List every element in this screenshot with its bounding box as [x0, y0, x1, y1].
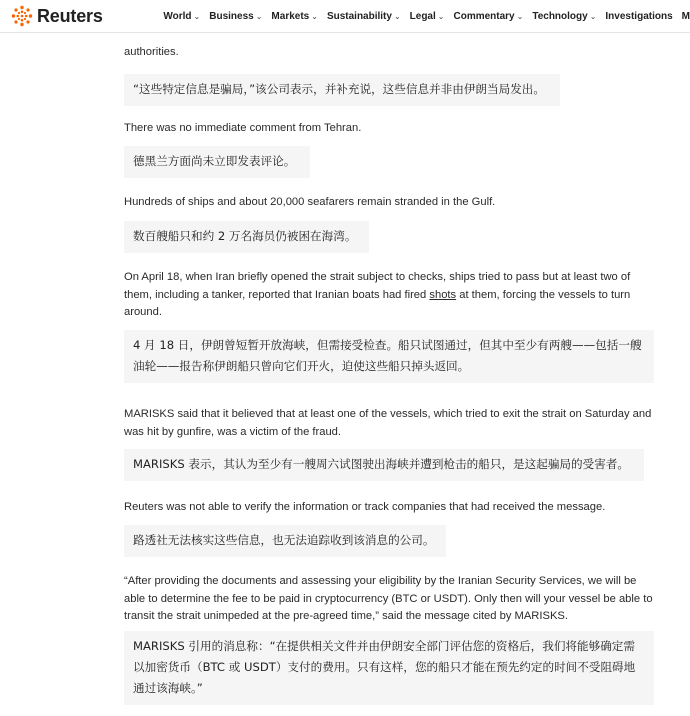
nav-item-business[interactable]: Business ⌄ [209, 10, 263, 22]
nav-item-markets[interactable]: Markets ⌄ [271, 10, 318, 22]
paragraph-text: On April 18, when Iran briefly opened the strait subject to checks, ships tried to pass but at least two of them, including a tanker, reported that Iranian boats had fired [124, 271, 631, 301]
nav-item-world[interactable]: World ⌄ [163, 10, 201, 22]
nav-item-investigations[interactable]: Investigations [605, 10, 673, 22]
paragraph-april-18 [124, 269, 654, 322]
paragraph-ships-stranded: Hundreds of ships and about 20,000 seafarers remain stranded in the Gulf. [124, 196, 496, 208]
reuters-logo[interactable] [11, 5, 149, 27]
chevron-down-icon: ⌄ [437, 11, 445, 21]
chevron-down-icon: ⌄ [589, 11, 597, 21]
shots-link[interactable]: shots [429, 288, 457, 301]
translation-block: MARISKS 引用的消息称：“在提供相关文件并由伊朗安全部门评估您的资格后，我们将能够确定需以加密货币（BTC 或 USDT）支付的费用。只有这样，您的船只才能在预先约定的时间不受阻碍地通过该海峡。” [124, 631, 654, 705]
chevron-down-icon: ⌄ [311, 11, 318, 21]
translation-block: 数百艘船只和约 2 万名海员仍被困在海湾。 [124, 221, 369, 253]
paragraph-quoted-message: “After providing the documents and assessing your eligibility by the Iranian Security Services, we will be able to determine the fee to be paid in cryptocurrency (BTC or USDT). Only then will your vessel be able to transit the strait unimpeded at the pre-agreed time,” said the message cited by MARISKS. [124, 575, 653, 623]
paragraph-marisks-victim: MARISKS said that it believed that at least one of the vessels, which tried to exit the strait on Saturday and was hit by gunfire, was a victim of the fraud. [124, 408, 652, 438]
chevron-down-icon: ⌄ [255, 11, 263, 21]
translation-block: MARISKS 表示，其认为至少有一艘周六试图驶出海峡并遭到枪击的船只，是这起骗局的受害者。 [124, 449, 644, 481]
paragraph-text: at them, forcing the vessels to turn around. [124, 288, 631, 319]
nav-item-more[interactable]: M [681, 10, 690, 22]
nav-item-commentary[interactable]: Commentary ⌄ [453, 10, 524, 22]
chevron-down-icon: ⌄ [516, 11, 524, 21]
nav-item-technology[interactable]: Technology ⌄ [532, 10, 597, 22]
nav-item-sustainability[interactable]: Sustainability ⌄ [326, 10, 401, 22]
paragraph-reuters-verify: Reuters was not able to verify the information or track companies that had received the message. [124, 501, 606, 513]
brand-name: Reuters [37, 5, 103, 26]
chevron-down-icon: ⌄ [193, 11, 201, 21]
paragraph-tehran: There was no immediate comment from Tehran. [124, 122, 362, 134]
nav-item-legal[interactable]: Legal ⌄ [409, 10, 445, 22]
reuters-logo-icon [11, 5, 33, 27]
translation-block: 路透社无法核实这些信息，也无法追踪收到该消息的公司。 [124, 525, 446, 557]
paragraph-authorities-tail: authorities. [124, 46, 179, 58]
chevron-down-icon: ⌄ [393, 11, 401, 21]
translation-block: 德黑兰方面尚未立即发表评论。 [124, 146, 310, 178]
main-nav [163, 11, 690, 22]
translation-block: “这些特定信息是骗局，”该公司表示，并补充说，这些信息并非由伊朗当局发出。 [124, 74, 560, 106]
translation-block: 4 月 18 日，伊朗曾短暂开放海峡，但需接受检查。船只试图通过，但其中至少有两艘——包括一艘油轮——报告称伊朗船只曾向它们开火，迫使这些船只掉头返回。 [124, 330, 654, 383]
site-header [0, 0, 690, 33]
